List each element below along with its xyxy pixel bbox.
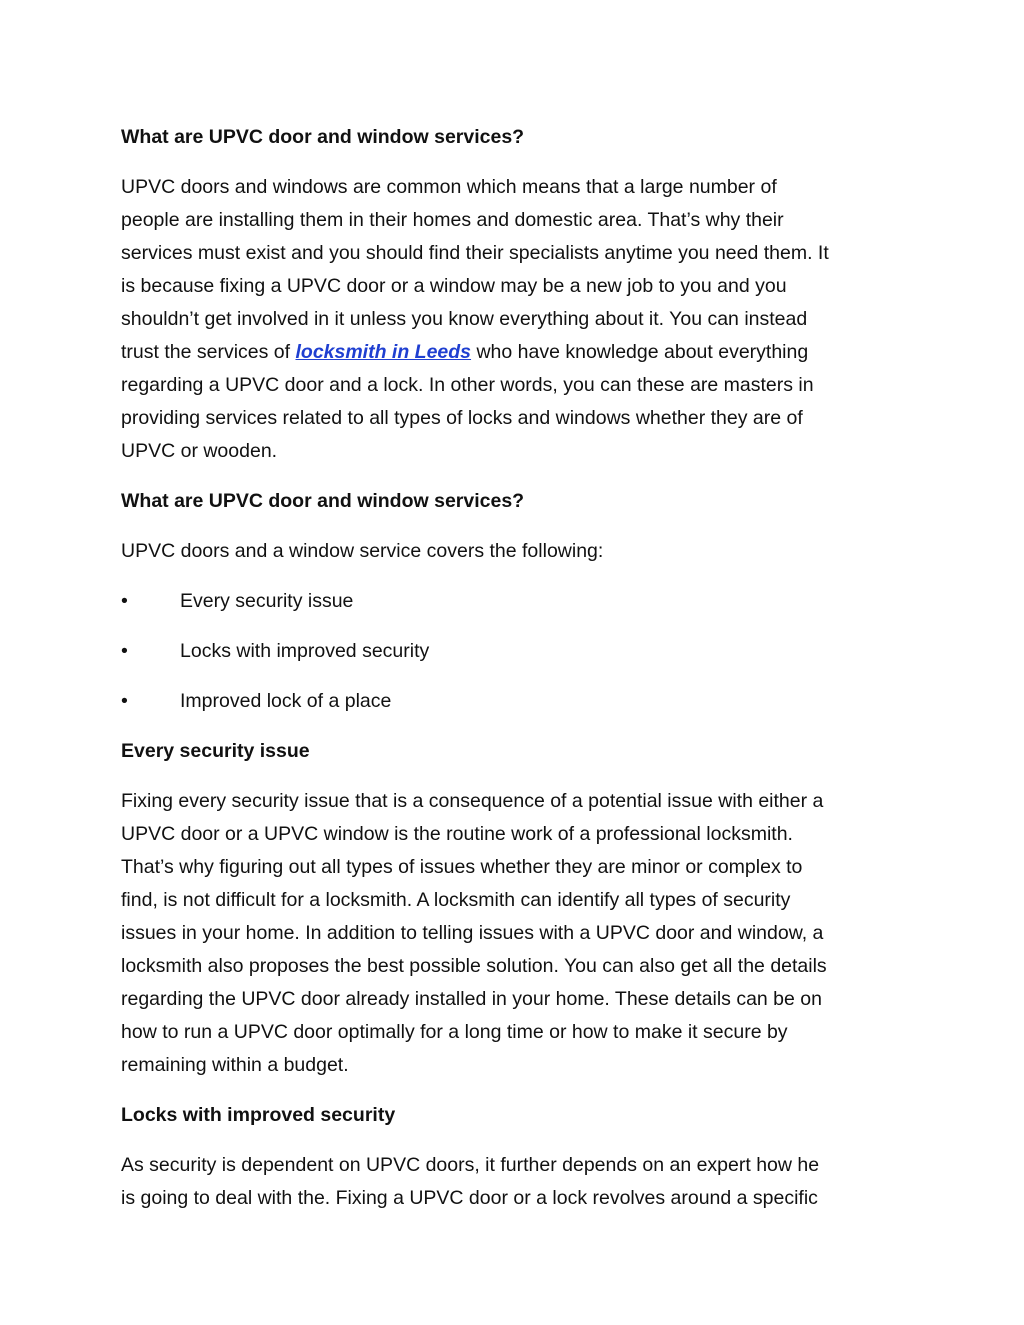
- bullet-icon: •: [121, 640, 128, 662]
- paragraph: [121, 785, 911, 1082]
- section-heading: What are UPVC door and window services?: [121, 490, 525, 512]
- paragraph-line: That’s why figuring out all types of issues whether they are minor or complex to: [121, 856, 803, 878]
- paragraph-line: Fixing every security issue that is a consequence of a potential issue with either a: [121, 790, 824, 812]
- list-item: [121, 585, 911, 618]
- paragraph-line: how to run a UPVC door optimally for a long time or how to make it secure by: [121, 1021, 788, 1043]
- bullet-icon: •: [121, 590, 128, 612]
- paragraph-line: UPVC or wooden.: [121, 440, 278, 462]
- document-body: [121, 121, 911, 1232]
- link-line-before: trust the services of: [121, 341, 296, 363]
- list-item-label: Improved lock of a place: [180, 690, 392, 712]
- paragraph-line: regarding a UPVC door and a lock. In other words, you can these are masters in: [121, 374, 814, 396]
- paragraph-line: issues in your home. In addition to telling issues with a UPVC door and window, a: [121, 922, 824, 944]
- section-heading: Every security issue: [121, 740, 310, 762]
- paragraph-line: is going to deal with the. Fixing a UPVC door or a lock revolves around a specific: [121, 1187, 818, 1209]
- paragraph-line: shouldn’t get involved in it unless you know everything about it. You can instead: [121, 308, 808, 330]
- bullet-icon: •: [121, 690, 128, 712]
- paragraph: [121, 1149, 911, 1215]
- paragraph-line: services must exist and you should find their specialists anytime you need them. It: [121, 242, 829, 264]
- locksmith-link[interactable]: locksmith in Leeds: [295, 341, 472, 363]
- section-heading: Locks with improved security: [121, 1104, 396, 1126]
- paragraph-line: people are installing them in their homes and domestic area. That’s why their: [121, 209, 784, 231]
- paragraph-line: is because fixing a UPVC door or a window may be a new job to you and you: [121, 275, 787, 297]
- paragraph-line: locksmith also proposes the best possible solution. You can also get all the details: [121, 955, 827, 977]
- paragraph-line: As security is dependent on UPVC doors, it further depends on an expert how he: [121, 1154, 820, 1176]
- list-item-label: Locks with improved security: [180, 640, 430, 662]
- paragraph-line: regarding the UPVC door already installed in your home. These details can be on: [121, 988, 822, 1010]
- list-item-label: Every security issue: [180, 590, 354, 612]
- paragraph: [121, 171, 911, 468]
- bullet-list: [121, 585, 911, 718]
- list-item: [121, 635, 911, 668]
- link-line-after: who have knowledge about everything: [471, 341, 809, 363]
- paragraph-line: remaining within a budget.: [121, 1054, 349, 1076]
- paragraph-line: UPVC doors and windows are common which means that a large number of: [121, 176, 777, 198]
- paragraph-line-with-link: [121, 336, 911, 369]
- section-heading: What are UPVC door and window services?: [121, 126, 525, 148]
- intro-text: UPVC doors and a window service covers the following:: [121, 540, 604, 562]
- paragraph-line: providing services related to all types of locks and windows whether they are of: [121, 407, 803, 429]
- list-item: [121, 685, 911, 718]
- paragraph-line: find, is not difficult for a locksmith. A locksmith can identify all types of security: [121, 889, 791, 911]
- paragraph-line: UPVC door or a UPVC window is the routine work of a professional locksmith.: [121, 823, 793, 845]
